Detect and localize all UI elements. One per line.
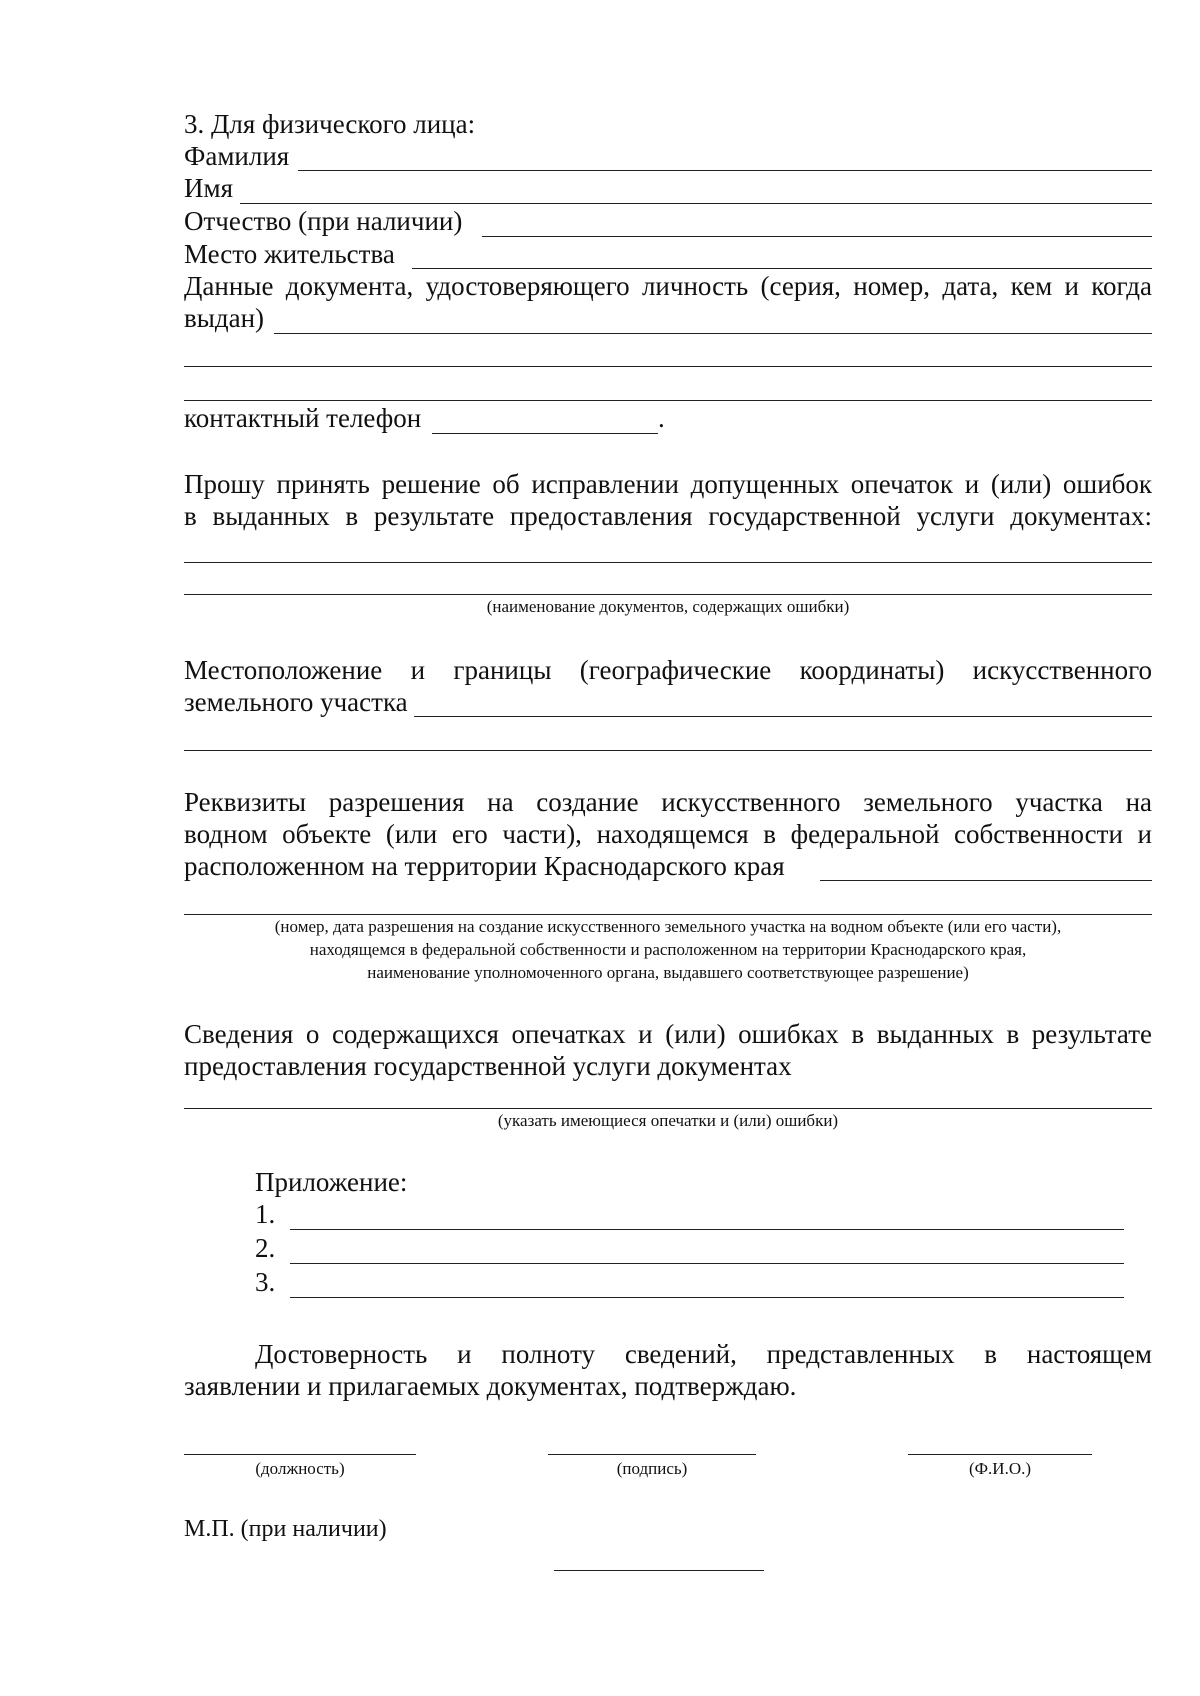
surname-label: Фамилия (184, 141, 290, 171)
permit-field[interactable] (820, 880, 1152, 881)
documents-caption: (наименование документов, содержащих ошибки) (486, 597, 850, 616)
surname-field[interactable] (298, 170, 1152, 171)
permit-caption-line-3: наименование уполномоченного органа, выдавшего соответствующее разрешение) (367, 963, 969, 982)
id-document-field-line-3[interactable] (184, 400, 1152, 401)
fio-caption: (Ф.И.О.) (968, 1459, 1032, 1478)
attachments-title: Приложение: (255, 1167, 408, 1197)
id-document-label: Данные документа, удостоверяющего личность (серия, номер, дата, кем и когда (184, 271, 1152, 301)
permit-text-line-3: расположенном на территории Краснодарского края (184, 851, 785, 881)
permit-field-line-2[interactable] (184, 914, 1152, 915)
location-text-line-2: земельного участка (184, 687, 408, 717)
request-text-line-1: Прошу принять решение об исправлении допущенных опечаток и (или) ошибок (184, 469, 1152, 499)
attachment-number: 2. (255, 1233, 276, 1263)
signature-caption: (подпись) (616, 1459, 688, 1478)
errors-info-text-line-1: Сведения о содержащихся опечатках и (или) ошибках в выданных в результате (184, 1019, 1152, 1049)
request-text-line-2: в выданных в результате предоставления государственной услуги документах: (184, 501, 1152, 531)
fio-field[interactable] (908, 1454, 1092, 1455)
patronymic-label: Отчество (при наличии) (184, 206, 463, 236)
section-heading: 3. Для физического лица: (184, 109, 476, 139)
permit-caption-line-1: (номер, дата разрешения на создание искусственного земельного участка на водном объекте (или его части), (274, 917, 1062, 936)
permit-text-line-1: Реквизиты разрешения на создание искусственного земельного участка на (184, 787, 1152, 817)
phone-field[interactable] (432, 433, 658, 434)
permit-caption-line-2: находящемся в федеральной собственности и расположенном на территории Краснодарского края, (309, 940, 1027, 959)
signature-field[interactable] (548, 1454, 756, 1455)
errors-info-caption: (указать имеющиеся опечатки и (или) ошибки) (497, 1111, 839, 1130)
attachment-field-1[interactable] (290, 1229, 1124, 1230)
residence-field[interactable] (412, 268, 1152, 269)
id-document-label-continued: выдан) (184, 303, 265, 333)
errors-info-text-line-2: предоставления государственной услуги документах (184, 1051, 792, 1081)
phone-period: . (658, 403, 665, 433)
id-document-field-line-2[interactable] (184, 366, 1152, 367)
position-field[interactable] (184, 1454, 416, 1455)
location-field[interactable] (414, 716, 1152, 717)
residence-label: Место жительства (184, 239, 395, 269)
attachment-field-3[interactable] (290, 1297, 1124, 1298)
stamp-label: М.П. (при наличии) (184, 1516, 387, 1542)
errors-info-field[interactable] (184, 1108, 1152, 1109)
name-field[interactable] (240, 203, 1152, 204)
phone-label: контактный телефон (184, 403, 422, 433)
name-label: Имя (184, 173, 234, 203)
id-document-field[interactable] (274, 333, 1152, 334)
position-caption: (должность) (255, 1459, 345, 1478)
confirmation-text-line-1: Достоверность и полноту сведений, представленных в настоящем (255, 1339, 1152, 1369)
location-field-line-2[interactable] (184, 750, 1152, 751)
attachment-number: 3. (255, 1267, 276, 1297)
attachment-number: 1. (255, 1199, 276, 1229)
date-field[interactable] (554, 1570, 764, 1571)
documents-field-line-1[interactable] (184, 562, 1152, 563)
permit-text-line-2: водном объекте (или его части), находящемся в федеральной собственности и (184, 819, 1152, 849)
patronymic-field[interactable] (482, 236, 1152, 237)
location-text-line-1: Местоположение и границы (географические координаты) искусственного (184, 655, 1152, 685)
confirmation-text-line-2: заявлении и прилагаемых документах, подтверждаю. (184, 1371, 797, 1401)
documents-field-line-2[interactable] (184, 594, 1152, 595)
attachment-field-2[interactable] (290, 1263, 1124, 1264)
